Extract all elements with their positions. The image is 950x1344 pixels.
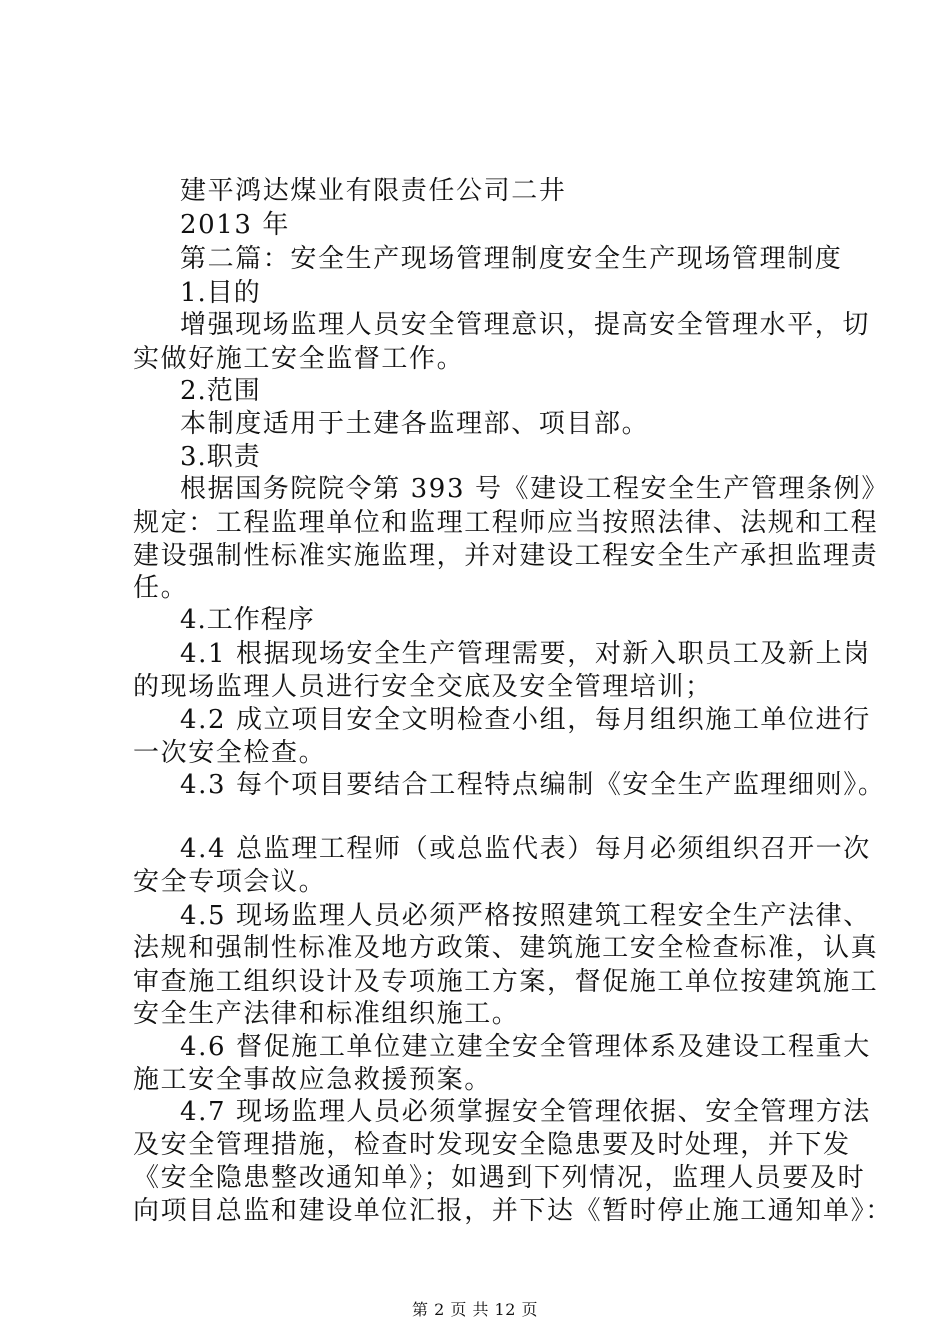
paragraph-line: 4.2 成立项目安全文明检查小组，每月组织施工单位进行: [180, 705, 871, 735]
paragraph-line: 4.6 督促施工单位建立建全安全管理体系及建设工程重大: [180, 1032, 871, 1062]
paragraph-line: 向项目总监和建设单位汇报，并下达《暂时停止施工通知单》：: [133, 1196, 893, 1226]
paragraph-line: 本制度适用于土建各监理部、项目部。: [180, 409, 650, 439]
year-line: 2013 年: [180, 210, 291, 240]
section-heading-scope: 2.范围: [180, 376, 261, 406]
paragraph-line: 规定：工程监理单位和监理工程师应当按照法律、法规和工程: [133, 508, 879, 538]
paragraph-line: 4.4 总监理工程师（或总监代表）每月必须组织召开一次: [180, 834, 871, 864]
company-name: 建平鸿达煤业有限责任公司二井: [180, 176, 567, 206]
section-heading-duties: 3.职责: [180, 442, 261, 472]
paragraph-line: 增强现场监理人员安全管理意识，提高安全管理水平，切: [180, 310, 871, 340]
paragraph-line: 法规和强制性标准及地方政策、建筑施工安全检查标准，认真: [133, 933, 879, 963]
paragraph-line: 根据国务院院令第 393 号《建设工程安全生产管理条例》: [180, 474, 889, 504]
paragraph-line: 审查施工组织设计及专项施工方案，督促施工单位按建筑施工: [133, 967, 879, 997]
paragraph-line: 4.1 根据现场安全生产管理需要，对新入职员工及新上岗: [180, 639, 871, 669]
paragraph-line: 《安全隐患整改通知单》；如遇到下列情况，监理人员要及时: [133, 1163, 866, 1193]
paragraph-line: 4.3 每个项目要结合工程特点编制《安全生产监理细则》。: [180, 770, 886, 800]
paragraph-line: 4.5 现场监理人员必须严格按照建筑工程安全生产法律、: [180, 901, 871, 931]
paragraph-line: 建设强制性标准实施监理，并对建设工程安全生产承担监理责: [133, 541, 879, 571]
section-heading-purpose: 1.目的: [180, 278, 261, 308]
paragraph-line: 任。: [133, 573, 189, 603]
paragraph-line: 实做好施工安全监督工作。: [133, 344, 465, 374]
section-heading-procedure: 4.工作程序: [180, 605, 315, 635]
paragraph-line: 及安全管理措施，检查时发现安全隐患要及时处理，并下发: [133, 1130, 851, 1160]
paragraph-line: 4.7 现场监理人员必须掌握安全管理依据、安全管理方法: [180, 1097, 871, 1127]
paragraph-line: 安全生产法律和标准组织施工。: [133, 999, 520, 1029]
paragraph-line: 安全专项会议。: [133, 867, 327, 897]
chapter-title: 第二篇：安全生产现场管理制度安全生产现场管理制度: [180, 244, 843, 274]
paragraph-line: 一次安全检查。: [133, 738, 327, 768]
paragraph-line: 的现场监理人员进行安全交底及安全管理培训；: [133, 672, 713, 702]
page-number-footer: 第 2 页 共 12 页: [412, 1300, 538, 1319]
paragraph-line: 施工安全事故应急救援预案。: [133, 1065, 492, 1095]
